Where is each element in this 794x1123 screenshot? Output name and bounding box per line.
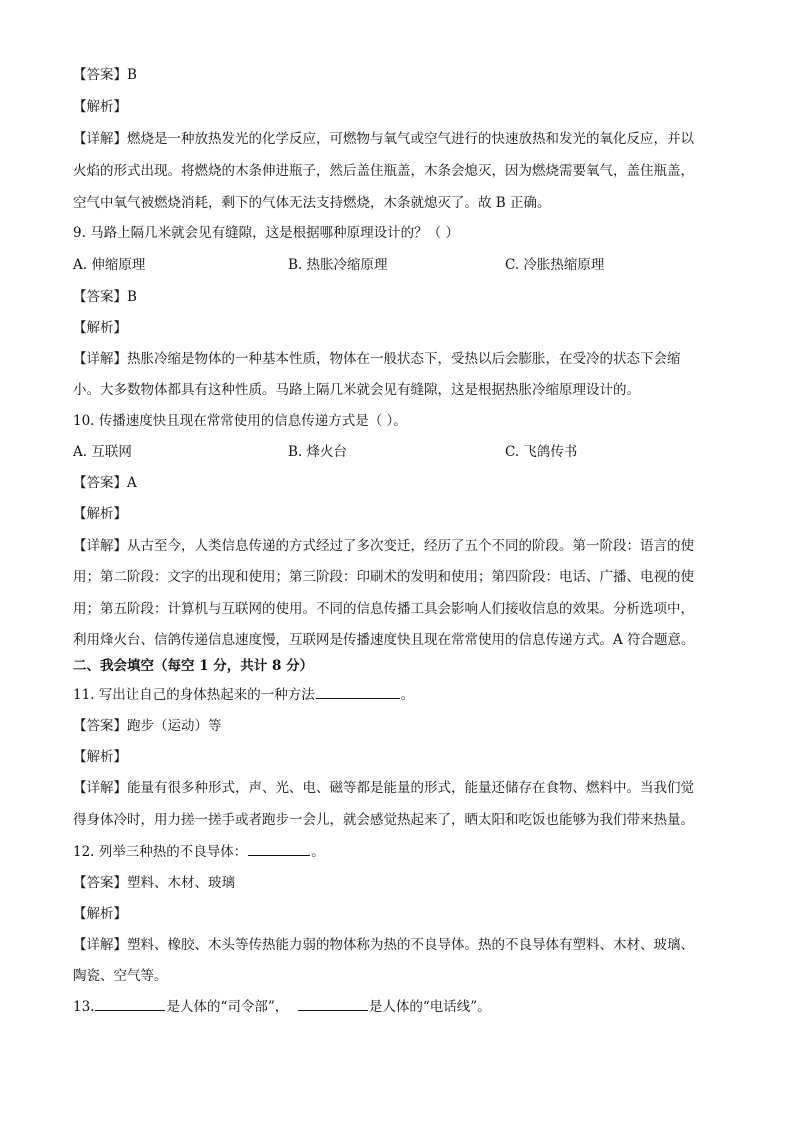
fill-blank[interactable] bbox=[316, 686, 400, 699]
q9-option-c: C. 冷胀热缩原理 bbox=[505, 257, 605, 273]
detail-label: 【详解】 bbox=[73, 780, 127, 796]
fill-blank[interactable] bbox=[248, 843, 310, 856]
q10-stem: 10. 传播速度快且现在常常使用的信息传递方式是（ ）。 bbox=[73, 413, 407, 429]
answer-value: 跑步（运动）等 bbox=[127, 718, 222, 734]
q9-detail-line-2: 小。大多数物体都具有这种性质。马路上隔几米就会见有缝隙，这是根据热胀冷缩原理设计的。 bbox=[73, 382, 640, 398]
detail-label: 【详解】 bbox=[73, 131, 127, 147]
answer-label: 【答案】 bbox=[73, 875, 127, 891]
q10-option-b: B. 烽火台 bbox=[288, 444, 348, 460]
detail-label: 【详解】 bbox=[73, 351, 127, 367]
q10-detail-line-4: 利用烽火台、信鸽传递信息速度慢，互联网是传播速度快且现在常常使用的信息传递方式。A 符合题意。 bbox=[73, 632, 695, 648]
q12-stem: 12. 列举三种热的不良导体： 。 bbox=[73, 844, 325, 860]
answer-label: 【答案】 bbox=[73, 289, 127, 305]
q10-analysis-label: 【解析】 bbox=[73, 506, 127, 522]
q11-analysis-label: 【解析】 bbox=[73, 749, 127, 765]
detail-label: 【详解】 bbox=[73, 937, 127, 953]
q11-detail-line-2: 得身体冷时，用力搓一搓手或者跑步一会儿，就会感觉热起来了，晒太阳和吃饭也能够为我们带来热量。 bbox=[73, 812, 694, 828]
q12-detail-line-1: 【详解】塑料、橡胶、木头等传热能力弱的物体称为热的不良导体。热的不良导体有塑料、木材、玻璃、 bbox=[73, 937, 694, 953]
answer-value: B bbox=[127, 289, 137, 305]
q11-stem: 11. 写出让自己的身体热起来的一种方法 。 bbox=[73, 687, 415, 703]
fill-blank-1[interactable] bbox=[95, 998, 165, 1011]
q8-analysis-label: 【解析】 bbox=[73, 99, 127, 115]
q10-detail-line-2: 用；第二阶段：文字的出现和使用；第三阶段：印刷术的发明和使用；第四阶段：电话、广播、电视的使 bbox=[73, 569, 694, 585]
q8-detail-line-2: 火焰的形式出现。将燃烧的木条伸进瓶子，然后盖住瓶盖，木条会熄灭，因为燃烧需要氧气，盖住瓶盖， bbox=[73, 163, 694, 179]
answer-label: 【答案】 bbox=[73, 718, 127, 734]
q12-analysis-label: 【解析】 bbox=[73, 906, 127, 922]
q9-option-b: B. 热胀冷缩原理 bbox=[288, 257, 388, 273]
section-title: 二、我会填空（每空 1 分，共计 8 分） bbox=[73, 658, 314, 674]
answer-value: B bbox=[127, 67, 137, 83]
q10-answer bbox=[73, 474, 137, 492]
q13-stem: 13. 是人体的“司令部”， 是人体的“电话线”。 bbox=[73, 999, 491, 1015]
detail-label: 【详解】 bbox=[73, 538, 127, 554]
q8-detail-line-1: 【详解】燃烧是一种放热发光的化学反应，可燃物与氧气或空气进行的快速放热和发光的氧化反应，并以 bbox=[73, 131, 694, 147]
q11-answer bbox=[73, 717, 222, 735]
answer-value: A bbox=[127, 475, 137, 491]
q9-detail-line-1: 【详解】热胀冷缩是物体的一种基本性质，物体在一般状态下，受热以后会膨胀，在受冷的状态下会缩 bbox=[73, 351, 681, 367]
q10-option-a: A. 互联网 bbox=[73, 444, 132, 460]
answer-label: 【答案】 bbox=[73, 475, 127, 491]
q12-detail-line-2: 陶瓷、空气等。 bbox=[73, 968, 168, 984]
answer-value: 塑料、木材、玻璃 bbox=[127, 875, 235, 891]
q9-analysis-label: 【解析】 bbox=[73, 320, 127, 336]
q10-option-c: C. 飞鸽传书 bbox=[505, 444, 578, 460]
q11-detail-line-1: 【详解】能量有很多种形式，声、光、电、磁等都是能量的形式，能量还储存在食物、燃料中。当我们觉 bbox=[73, 780, 694, 796]
fill-blank-2[interactable] bbox=[298, 998, 368, 1011]
q9-answer bbox=[73, 288, 137, 306]
q9-option-a: A. 伸缩原理 bbox=[73, 257, 146, 273]
q8-detail-line-3: 空气中氧气被燃烧消耗，剩下的气体无法支持燃烧，木条就熄灭了。故 B 正确。 bbox=[73, 195, 551, 211]
q12-answer bbox=[73, 874, 235, 892]
q10-detail-line-3: 用；第五阶段：计算机与互联网的使用。不同的信息传播工具会影响人们接收信息的效果。分析选项中， bbox=[73, 601, 694, 617]
q9-stem: 9. 马路上隔几米就会见有缝隙，这是根据哪种原理设计的？（ ） bbox=[73, 225, 459, 241]
q10-detail-line-1: 【详解】从古至今，人类信息传递的方式经过了多次变迁，经历了五个不同的阶段。第一阶段：语言的使 bbox=[73, 538, 694, 554]
q8-answer bbox=[73, 66, 137, 84]
answer-label: 【答案】 bbox=[73, 67, 127, 83]
